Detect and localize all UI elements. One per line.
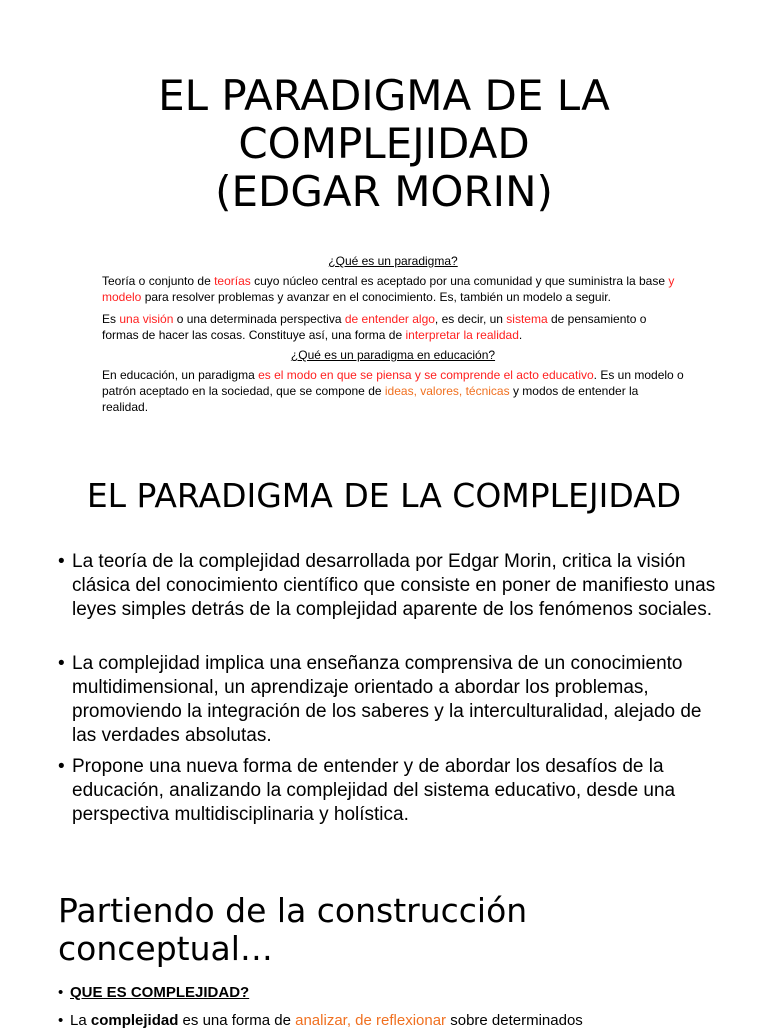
definition-paragraph-3 — [102, 367, 684, 415]
highlight-span: una visión — [119, 312, 174, 326]
text-span: sobre determinados — [446, 1012, 583, 1029]
bullet-item — [58, 550, 718, 622]
text-span: Teoría o conjunto de — [102, 274, 215, 288]
title-line-3: (EDGAR MORIN) — [215, 167, 553, 216]
title-line-1: EL PARADIGMA DE LA — [158, 71, 610, 120]
bullet-text: Propone una nueva forma de entender y de abordar los desafíos de la educación, analizando la complejidad del sistema educativo, desde una perspectiva multidisciplinaria y holística. — [72, 756, 676, 825]
bullet-dot: • — [58, 653, 65, 674]
bullet-item — [58, 1011, 718, 1031]
question-paradigma-text: ¿Qué es un paradigma? — [328, 254, 458, 268]
bullet-text: La teoría de la complejidad desarrollada por Edgar Morin, critica la visión clásica del conocimiento científico que consiste en poner de manifiesto unas leyes simples detrás de la complejidad aparente de los fenómenos sociales. — [72, 551, 716, 620]
highlight-span: de entender algo — [344, 312, 435, 326]
bullet-item — [58, 652, 718, 748]
text-span: , es decir, un — [434, 312, 507, 326]
definition-paragraph-1 — [102, 273, 684, 305]
question-paradigma — [102, 253, 684, 269]
text-span: La — [70, 1012, 91, 1029]
highlight-span: interpretar la realidad — [405, 328, 519, 342]
text-span: es una forma de — [178, 1012, 296, 1029]
text-span: para resolver problemas y avanzar en el conocimiento. Es, también un modelo a seguir. — [141, 290, 611, 304]
text-span: Es — [102, 312, 120, 326]
text-span: de pensamiento o formas de hacer las cosas. Constituye así, una forma de — [102, 312, 647, 342]
text-span: cuyo núcleo central es aceptado por una comunidad y que suministra la base — [250, 274, 669, 288]
text-span: En educación, un paradigma — [102, 368, 259, 382]
slide3-title: Partiendo de la construcción conceptual… — [58, 891, 528, 968]
text-span: . Es un modelo o patrón aceptado en la sociedad, que se compone de — [102, 368, 684, 398]
title-line-2: COMPLEJIDAD — [238, 119, 530, 168]
bullet-item — [58, 983, 718, 1003]
bullet-dot: • — [58, 756, 65, 777]
bullet-item — [58, 755, 718, 827]
bullet-dot: • — [58, 551, 65, 572]
text-span: o una determinada perspectiva — [173, 312, 345, 326]
bullet-dot: • — [58, 984, 64, 1001]
highlight-span: sistema — [506, 312, 548, 326]
text-span: . — [518, 328, 523, 342]
definition-paragraph-2 — [102, 311, 684, 343]
text-span: y modos de entender la realidad. — [102, 384, 639, 414]
highlight-span-orange: ideas, valores, técnicas — [384, 384, 510, 398]
slide1-title — [0, 72, 768, 216]
highlight-span-orange: analizar, de reflexionar — [295, 1012, 447, 1029]
bullet-heading: QUE ES COMPLEJIDAD? — [70, 984, 250, 1001]
highlight-span: y modelo — [102, 274, 675, 304]
highlight-span: es el modo en que se piensa y se comprende el acto educativo — [258, 368, 594, 382]
question-paradigma-educacion — [102, 347, 684, 363]
bullet-dot: • — [58, 1012, 64, 1029]
highlight-span: teorías — [214, 274, 251, 288]
bullet-text: La complejidad implica una enseñanza comprensiva de un conocimiento multidimensional, un aprendizaje orientado a abordar los problemas, promoviendo la integración de los saberes y la interculturalidad, alejado de las verdades absolutas. — [72, 653, 702, 746]
question-paradigma-educacion-text: ¿Qué es un paradigma en educación? — [290, 348, 496, 362]
slide2-title: EL PARADIGMA DE LA COMPLEJIDAD — [86, 476, 682, 515]
bold-span: complejidad — [90, 1012, 179, 1029]
